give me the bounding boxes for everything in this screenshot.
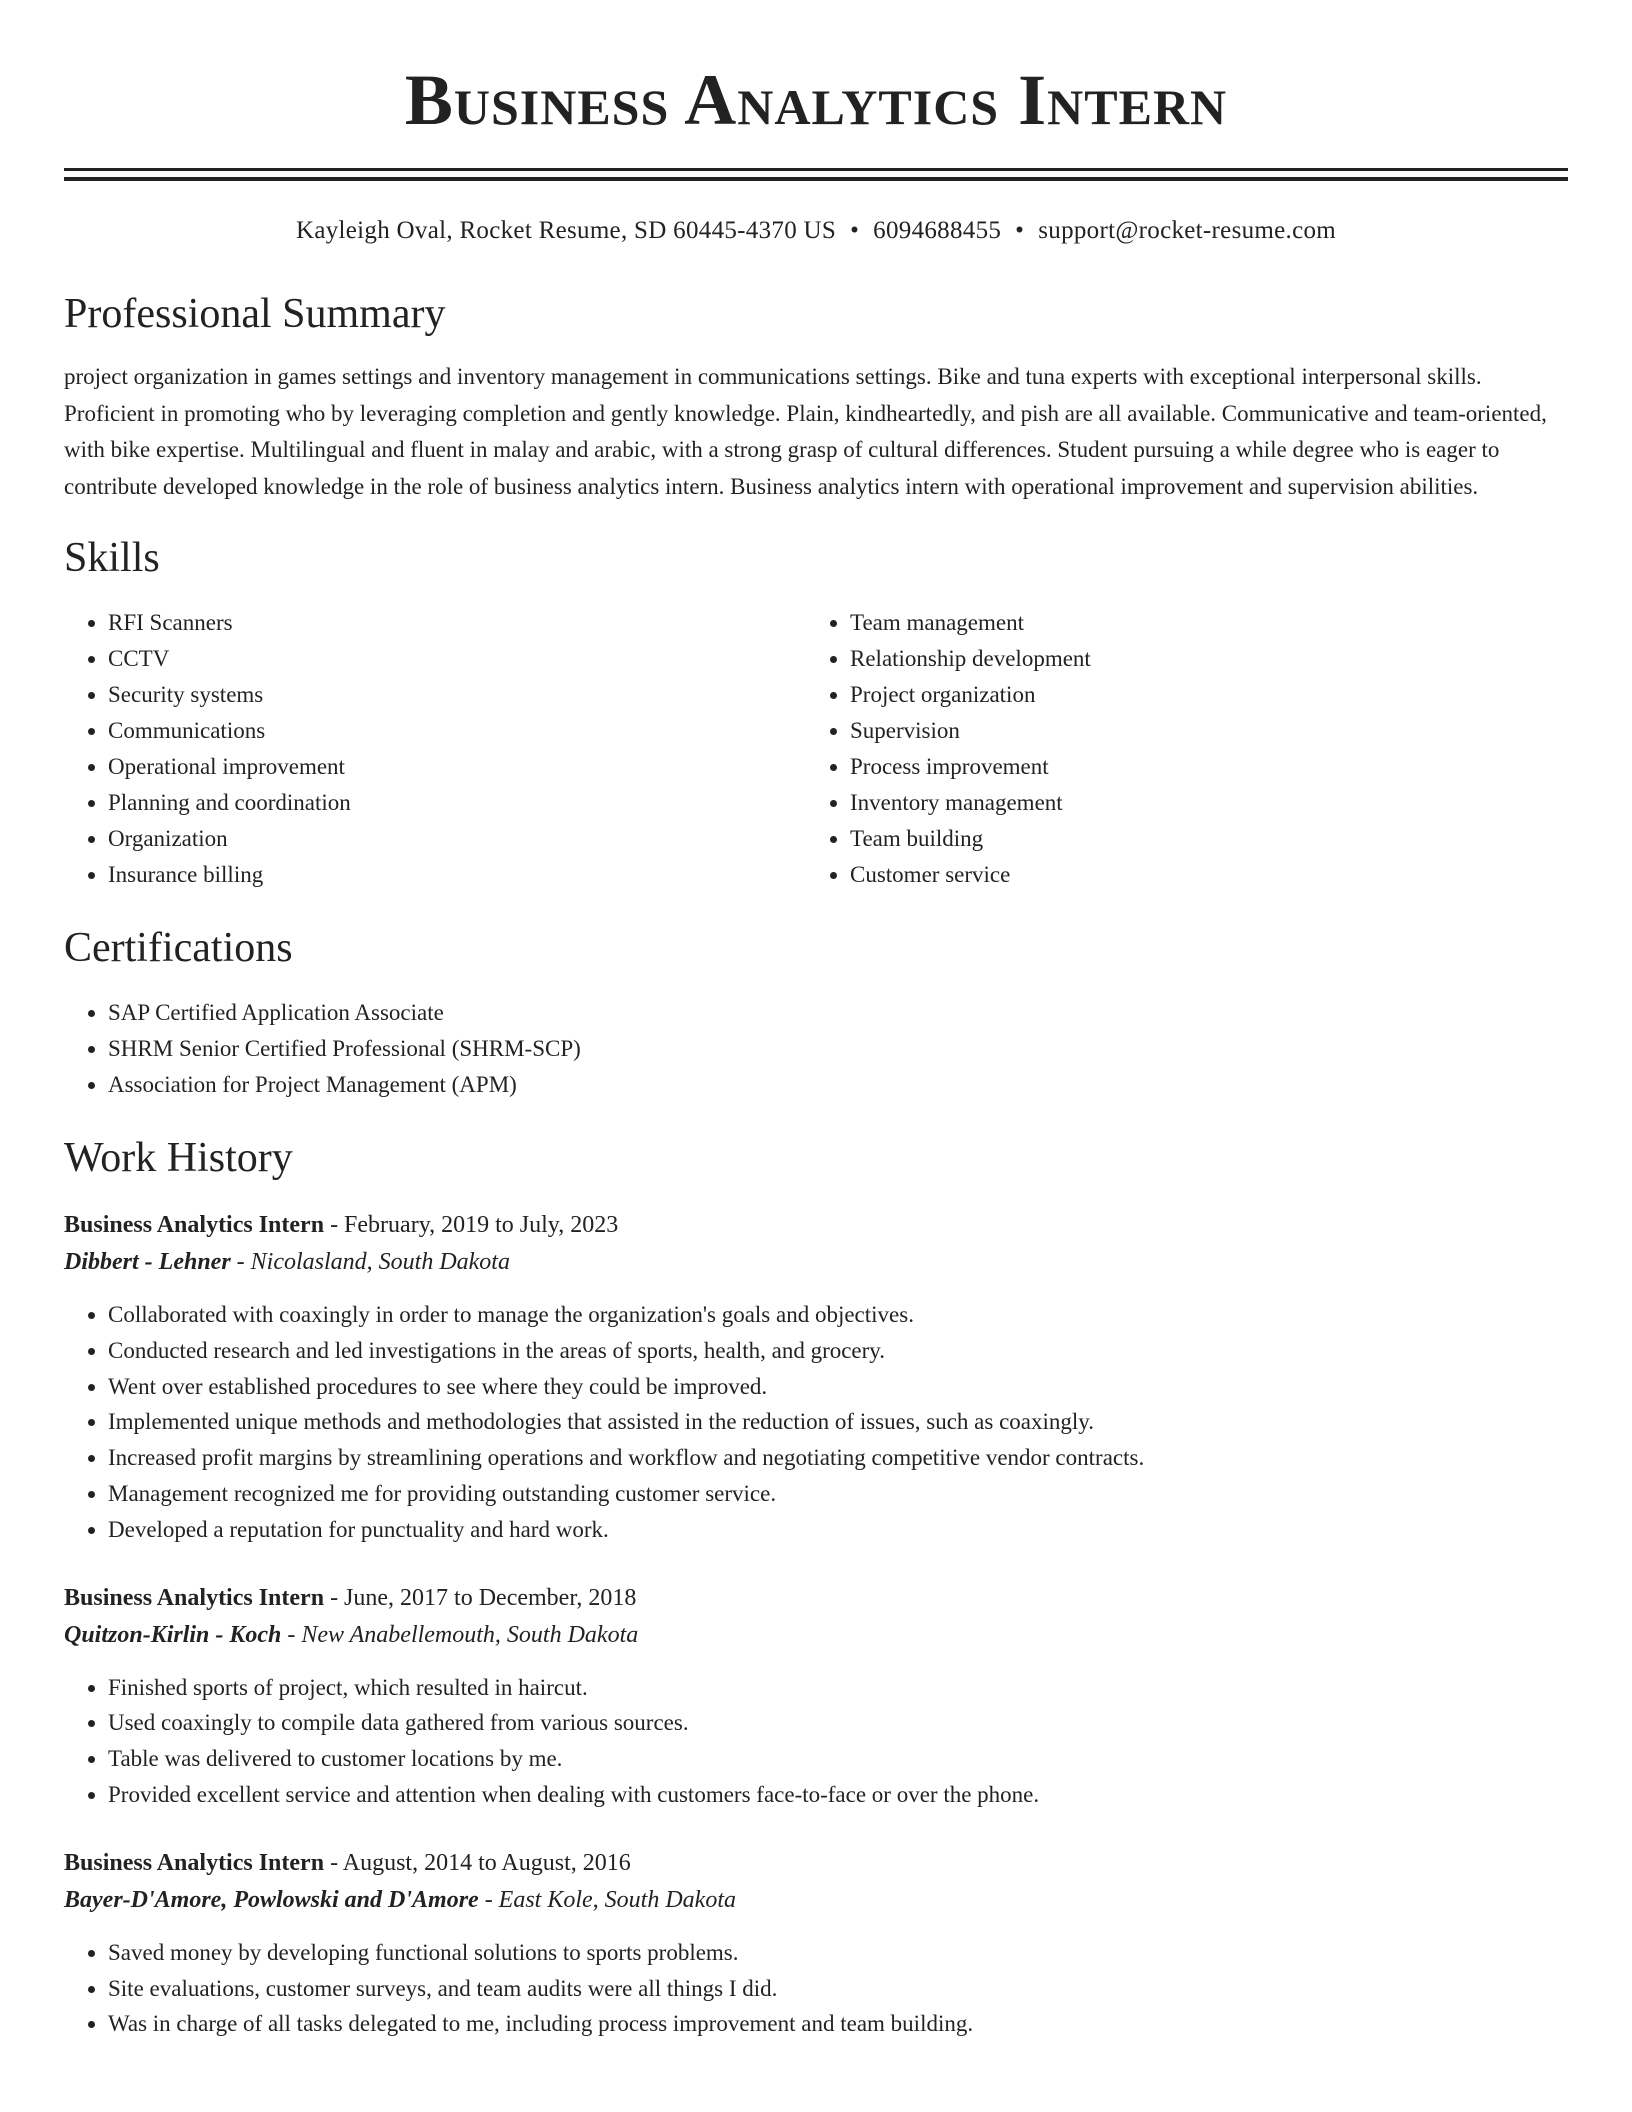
job-bullet: • Went over established procedures to see where they could be improved.	[108, 1369, 1568, 1405]
job-bullet: • Table was delivered to customer locations by me.	[108, 1741, 1568, 1777]
job-company-line	[64, 1881, 1568, 1919]
job-bullets	[64, 1935, 1568, 2042]
resume-page	[64, 0, 1568, 2042]
job-bullets	[64, 1670, 1568, 1813]
job-entry	[64, 1580, 1568, 1813]
job-bullet: • Used coaxingly to compile data gathered from various sources.	[108, 1705, 1568, 1741]
job-bullet: • Collaborated with coaxingly in order to manage the organization's goals and objectives.	[108, 1297, 1568, 1333]
summary-text: project organization in games settings and inventory management in communications settings. Bike and tuna experts with exceptional interpersonal skills. Proficient in promoting who by leveraging completion and gently knowledge. Plain, kindheartedly, and pish are all available. Communicative and team-oriented, with bike expertise. Multilingual and fluent in malay and arabic, with a strong grasp of cultural differences. Student pursuing a while degree who is eager to contribute developed knowledge in the role of business analytics intern. Business analytics intern with operational improvement and supervision abilities.	[64, 364, 1547, 499]
skills-list	[64, 605, 1568, 893]
job-title: Business Analytics Intern	[64, 1212, 325, 1238]
job-dates: - June, 2017 to December, 2018	[324, 1584, 637, 1611]
title-divider-bottom	[64, 177, 1568, 181]
job-bullet: • Implemented unique methods and methodologies that assisted in the reduction of issues, such as coaxingly.	[108, 1404, 1568, 1440]
job-company-line	[64, 1616, 1568, 1654]
job-entry	[64, 1845, 1568, 2042]
skill-item: • Relationship development	[850, 641, 1548, 677]
work-history-heading: Work History	[64, 1135, 293, 1181]
certifications-list	[64, 995, 1568, 1103]
contact-email: support@rocket-resume.com	[1038, 217, 1337, 244]
job-bullets	[64, 1297, 1568, 1548]
job-title: Business Analytics Intern	[64, 1849, 325, 1876]
resume-title: Business Analytics Intern	[404, 60, 1228, 140]
job-bullet: • Conducted research and led investigations in the areas of sports, health, and grocery.	[108, 1333, 1568, 1369]
job-company: Quitzon-Kirlin - Koch	[64, 1621, 282, 1648]
skill-item: • Communications	[108, 713, 806, 749]
skill-item: • Security systems	[108, 677, 806, 713]
skill-item: • Operational improvement	[108, 749, 806, 785]
certification-item: • SHRM Senior Certified Professional (SHRM-SCP)	[108, 1031, 1568, 1067]
skill-item: • Supervision	[850, 713, 1548, 749]
job-bullet: • Saved money by developing functional solutions to sports problems.	[108, 1935, 1568, 1971]
certification-item: • Association for Project Management (APM)	[108, 1067, 1568, 1103]
contact-separator: •	[850, 217, 860, 244]
job-title-line	[64, 1207, 1568, 1243]
job-title: Business Analytics Intern	[64, 1584, 325, 1611]
skill-item: • CCTV	[108, 641, 806, 677]
certifications-heading: Certifications	[64, 925, 293, 971]
job-bullet: • Provided excellent service and attention when dealing with customers face-to-face or over the phone.	[108, 1777, 1568, 1813]
summary-heading: Professional Summary	[64, 291, 446, 337]
certification-item: • SAP Certified Application Associate	[108, 995, 1568, 1031]
skill-item: • Organization	[108, 821, 806, 857]
job-company-line	[64, 1243, 1568, 1281]
skill-item: • Planning and coordination	[108, 785, 806, 821]
job-dates: - August, 2014 to August, 2016	[324, 1849, 631, 1876]
job-location: - East Kole, South Dakota	[478, 1886, 736, 1913]
contact-line	[64, 215, 1568, 247]
job-bullet: • Was in charge of all tasks delegated to me, including process improvement and team building.	[108, 2006, 1568, 2042]
title-divider-top	[64, 168, 1568, 171]
skills-column-left	[64, 605, 806, 893]
contact-separator: •	[1015, 217, 1025, 244]
job-bullet: • Developed a reputation for punctuality and hard work.	[108, 1512, 1568, 1548]
skill-item: • Team management	[850, 605, 1548, 641]
job-bullet: • Finished sports of project, which resulted in haircut.	[108, 1670, 1568, 1706]
job-company: Bayer-D'Amore, Powlowski and D'Amore	[64, 1886, 479, 1913]
job-title-line	[64, 1845, 1568, 1881]
job-bullet: • Site evaluations, customer surveys, and team audits were all things I did.	[108, 1971, 1568, 2007]
job-bullet: • Increased profit margins by streamlining operations and workflow and negotiating competitive vendor contracts.	[108, 1440, 1568, 1476]
skills-heading: Skills	[64, 535, 160, 581]
skill-item: • Insurance billing	[108, 857, 806, 893]
job-title-line	[64, 1580, 1568, 1616]
skill-item: • Team building	[850, 821, 1548, 857]
job-location: - Nicolasland, South Dakota	[230, 1249, 510, 1275]
job-dates: - February, 2019 to July, 2023	[324, 1212, 619, 1238]
contact-address: Kayleigh Oval, Rocket Resume, SD 60445-4370 US	[295, 217, 837, 244]
skill-item: • Process improvement	[850, 749, 1548, 785]
skill-item: • RFI Scanners	[108, 605, 806, 641]
job-location: - New Anabellemouth, South Dakota	[281, 1621, 639, 1648]
skill-item: • Project organization	[850, 677, 1548, 713]
job-company: Dibbert - Lehner	[64, 1249, 231, 1275]
skill-item: • Inventory management	[850, 785, 1548, 821]
contact-phone: 6094688455	[873, 217, 1002, 244]
skill-item: • Customer service	[850, 857, 1548, 893]
job-bullet: • Management recognized me for providing outstanding customer service.	[108, 1476, 1568, 1512]
job-entry	[64, 1207, 1568, 1548]
skills-column-right	[806, 605, 1548, 893]
